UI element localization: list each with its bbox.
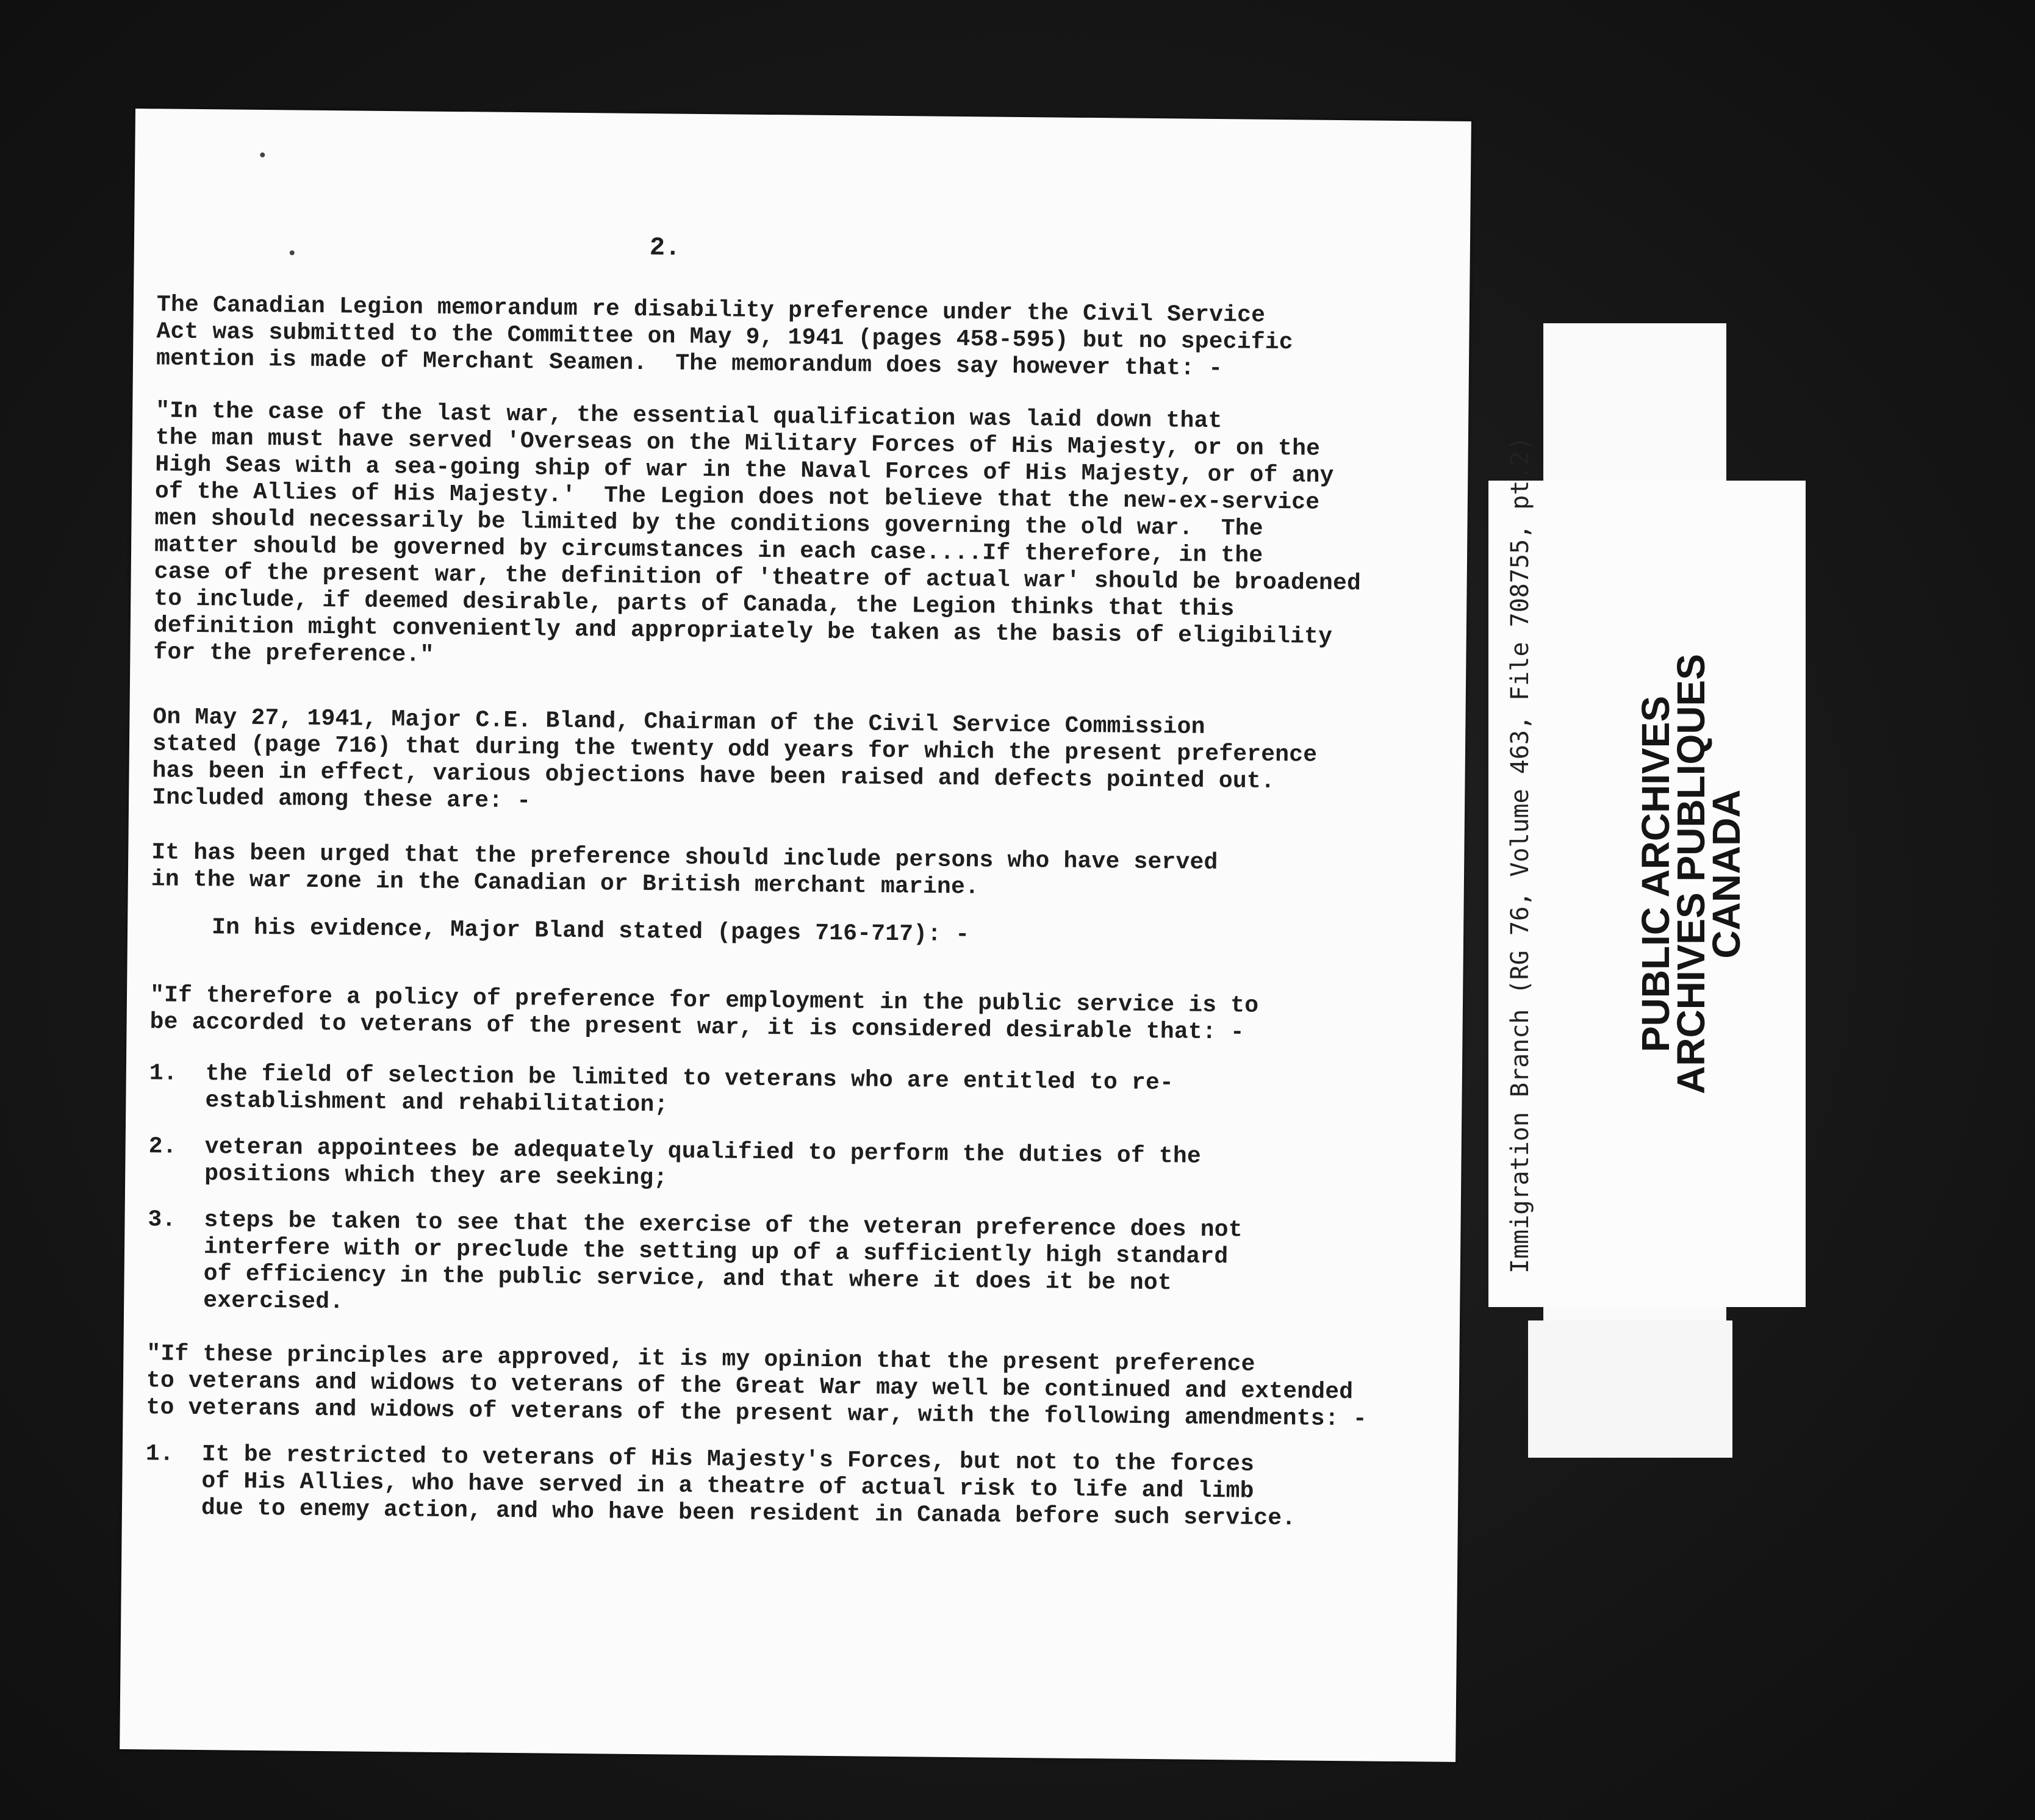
page-speck — [260, 152, 265, 157]
paragraph-7: "If these principles are approved, it is my opinion that the present preference to veterans and widows to veterans of the Great War may well be continued and extended to veterans and widows of veterans of the present war, with the following amendments: - — [146, 1341, 1367, 1433]
paragraph-2: "In the case of the last war, the essential qualification was laid down that the man must have served 'Overseas on the Military Forces of His Majesty, or on the High Seas with a sea-going ship of war in the Naval Forces of His Majesty, or of any of the Allies of His Majesty.' The Legion does not believe that the new-ex-service men should necessarily be limited by the conditions governing the old war. The matter should be governed by circumstances in each case....If therefore, in the case of the present war, the definition of 'theatre of actual war' should be broadened to include, if deemed desirable, parts of Canada, the Legion thinks that this definition might conveniently and appropriately be taken as the basis of eligibility for the preference." — [153, 398, 1362, 668]
stamp-line-3: CANADA — [1704, 789, 1748, 959]
file-reference: Immigration Branch (RG 76, Volume 463, File 708755, pt.2) — [1506, 436, 1534, 1274]
paragraph-4: It has been urged that the preference should include persons who have served in the war zone in the Canadian or British merchant marine. — [151, 839, 1218, 901]
page-number: 2. — [649, 233, 681, 263]
amendment-1: 1. It be restricted to veterans of His Majesty's Forces, but not to the forces of His Allies, who have served in a theatre of actual risk to life and limb due to enemy action, and who have been resident in Canada before such service. — [145, 1441, 1296, 1532]
paragraph-5: In his evidence, Major Bland stated (pages 716-717): - — [211, 914, 970, 948]
paragraph-3: On May 27, 1941, Major C.E. Bland, Chairman of the Civil Service Commission stated (page 716) that during the twenty odd years for which the present preference has been in effect, various objections have been raised and defects pointed out. Included among these are: - — [151, 704, 1318, 815]
list-item-2: 2. veteran appointees be adequately qualified to perform the duties of the positions which they are seeking; — [148, 1133, 1202, 1192]
list-item-1: 1. the field of selection be limited to veterans who are entitled to re- establishment and rehabilitation; — [149, 1060, 1174, 1119]
archive-label — [1488, 436, 1806, 1307]
document-page — [120, 109, 1471, 1762]
stamp-line-1: PUBLIC ARCHIVES — [1634, 695, 1678, 1053]
stamp-line-2: ARCHIVES PUBLIQUES — [1669, 654, 1713, 1094]
archives-stamp — [1634, 539, 1784, 1209]
page-speck — [290, 250, 295, 255]
archive-label-tab — [1528, 1320, 1732, 1458]
paragraph-6: "If therefore a policy of preference for employment in the public service is to be accorded to veterans of the present war, it is considered desirable that: - — [149, 982, 1259, 1046]
list-item-3: 3. steps be taken to see that the exercise of the veteran preference does not interfere with or preclude the setting up of a sufficiently high standard of efficiency in the public service, and that where it does it be not exercised. — [147, 1206, 1243, 1316]
paragraph-1: The Canadian Legion memorandum re disability preference under the Civil Service Act was submitted to the Committee on May 9, 1941 (pages 458-595) but no specific mention is made of Merchant Seamen. The memorandum does say however that: - — [156, 292, 1293, 382]
